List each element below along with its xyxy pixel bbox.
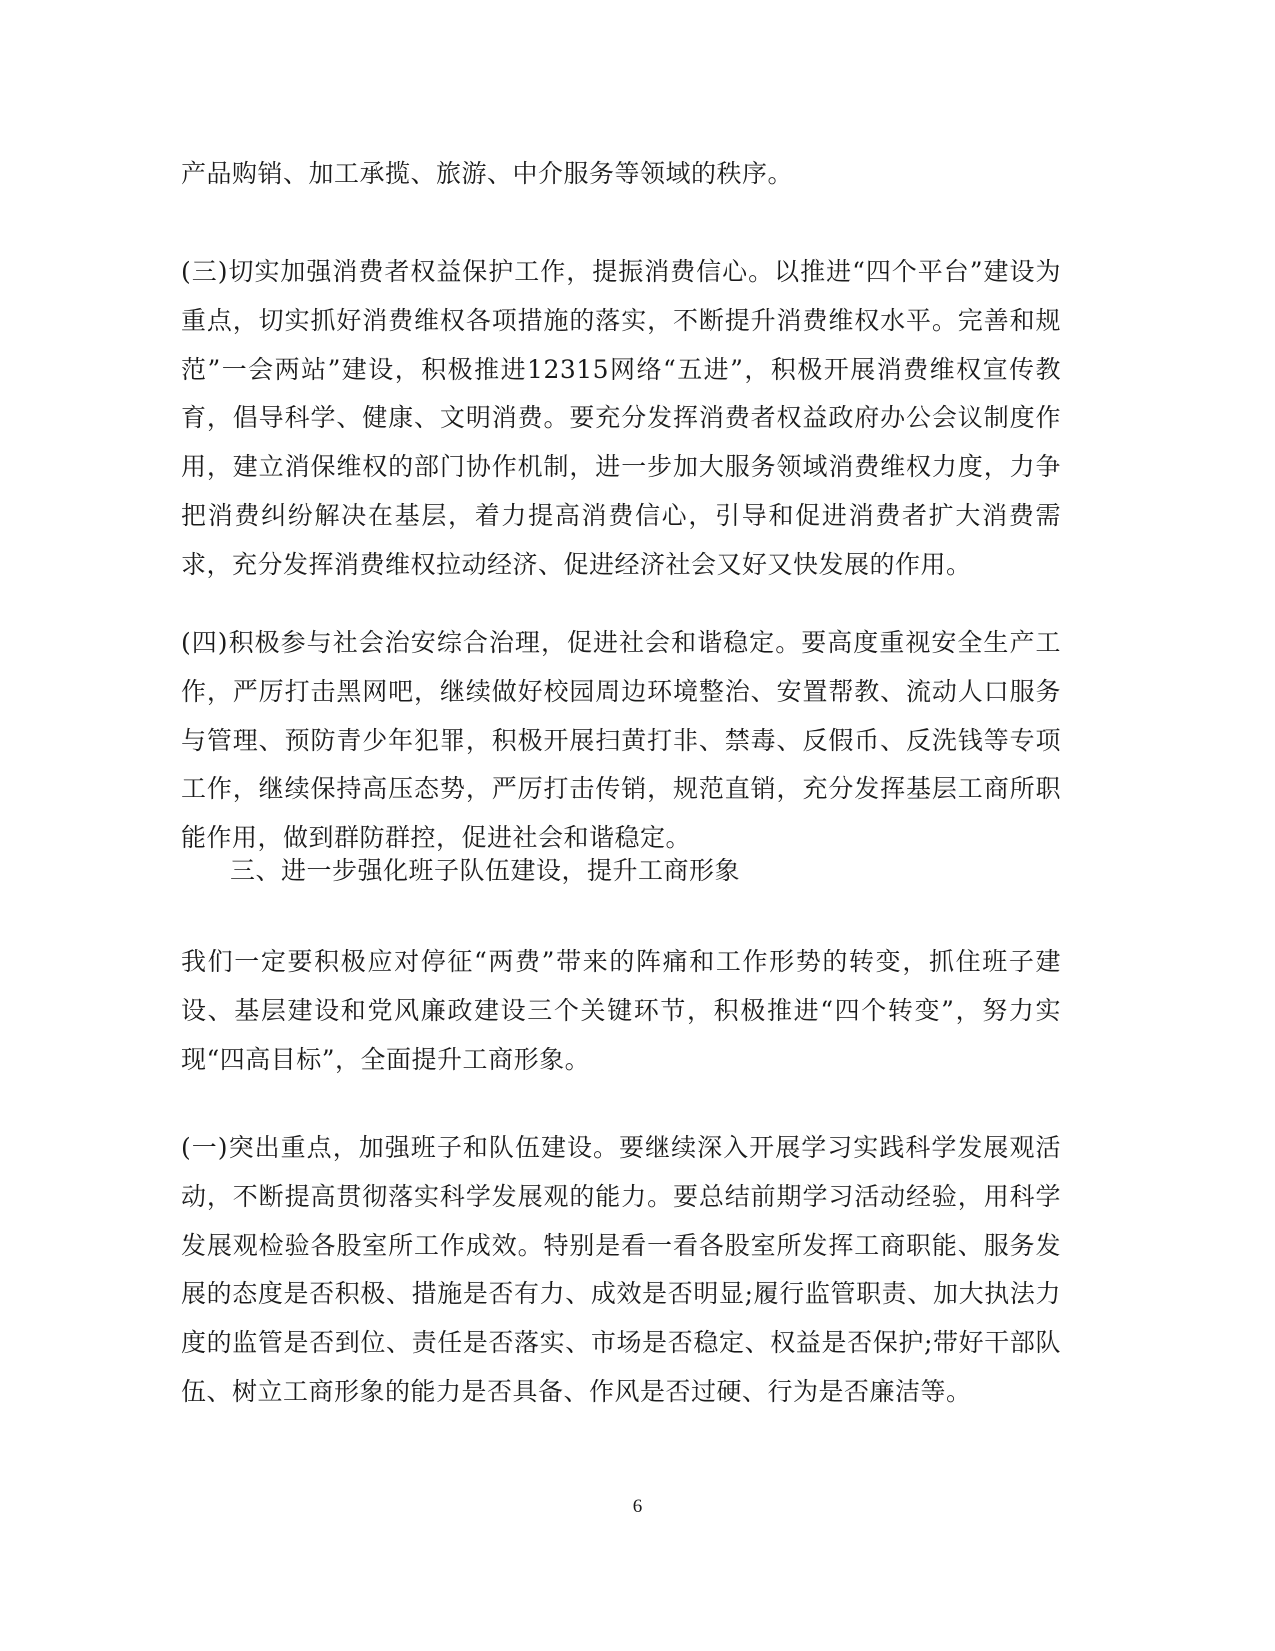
paragraph-market-order-tail: 产品购销、加工承揽、旅游、中介服务等领域的秩序。 xyxy=(181,159,794,188)
paragraph-two-fees: 我们一定要积极应对停征“两费”带来的阵痛和工作形势的转变，抓住班子建设、基层建设和党风廉政建设三个关键环节，积极推进“四个转变”，努力实现“四高目标”，全面提升工商形象。 xyxy=(181,947,1061,1074)
page-number: 6 xyxy=(632,1496,643,1517)
paragraph-social-security: (四)积极参与社会治安综合治理，促进社会和谐稳定。要高度重视安全生产工作，严厉打击黑网吧，继续做好校园周边环境整治、安置帮教、流动人口服务与管理、预防青少年犯罪，积极开展扫黄打非、禁毒、反假币、反洗钱等专项工作，继续保持高压态势，严厉打击传销，规范直销，充分发挥基层工商所职能作用，做到群防群控，促进社会和谐稳定。 xyxy=(181,628,1061,853)
section-heading-team-building: 三、进一步强化班子队伍建设，提升工商形象 xyxy=(230,856,741,885)
paragraph-team-construction: (一)突出重点，加强班子和队伍建设。要继续深入开展学习实践科学发展观活动，不断提高贯彻落实科学发展观的能力。要总结前期学习活动经验，用科学发展观检验各股室所工作成效。特别是看一看各股室所发挥工商职能、服务发展的态度是否积极、措施是否有力、成效是否明显;履行监管职责、加大执法力度的监管是否到位、责任是否落实、市场是否稳定、权益是否保护;带好干部队伍、树立工商形象的能力是否具备、作风是否过硬、行为是否廉洁等。 xyxy=(181,1133,1061,1406)
paragraph-consumer-rights: (三)切实加强消费者权益保护工作，提振消费信心。以推进“四个平台”建设为重点，切实抓好消费维权各项措施的落实，不断提升消费维权水平。完善和规范”一会两站”建设，积极推进12315网络“五进”，积极开展消费维权宣传教育，倡导科学、健康、文明消费。要充分发挥消费者权益政府办公会议制度作用，建立消保维权的部门协作机制，进一步加大服务领域消费维权力度，力争把消费纠纷解决在基层，着力提高消费信心，引导和促进消费者扩大消费需求，充分发挥消费维权拉动经济、促进经济社会又好又快发展的作用。 xyxy=(181,257,1061,579)
